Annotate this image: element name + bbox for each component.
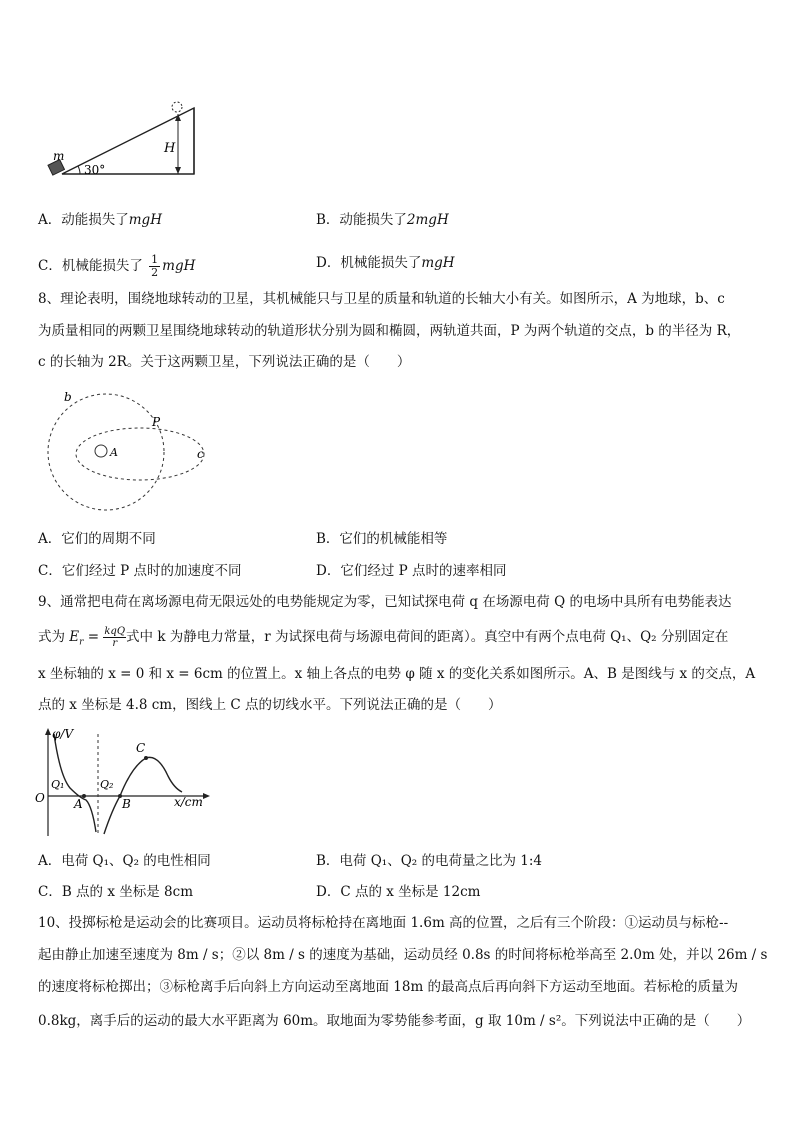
formula-fraction: kqQ r bbox=[104, 626, 126, 649]
q8-option-d[interactable]: D．它们经过 P 点时的速率相同 bbox=[316, 563, 507, 579]
q8-line-3: c 的长轴为 2R。关于这两颗卫星，下列说法正确的是（ ） bbox=[38, 354, 411, 370]
q1-label: Q₁ bbox=[51, 778, 65, 791]
q9-option-a[interactable]: A．电荷 Q₁、Q₂ 的电性相同 bbox=[38, 853, 211, 869]
label-p: P bbox=[152, 415, 161, 429]
x-axis-label: x/cm bbox=[174, 795, 203, 809]
q8-line-2: 为质量相同的两颗卫星围绕地球转动的轨道形状分别为圆和椭圆，两轨道共面，P 为两个轨道的交点，b 的半径为 R， bbox=[38, 323, 741, 339]
q9-option-b[interactable]: B．电荷 Q₁、Q₂ 的电荷量之比为 1:4 bbox=[316, 853, 542, 869]
origin-label: O bbox=[35, 791, 45, 805]
q10-line-3: 的速度将标枪掷出；③标枪离手后向斜上方向运动至离地面 18m 的最高点后再向斜下方运动至地面。若标枪的质量为 bbox=[38, 979, 739, 995]
orbit-c bbox=[76, 428, 204, 480]
incline-figure bbox=[44, 100, 204, 180]
q9-option-d[interactable]: D．C 点的 x 坐标是 12cm bbox=[316, 884, 481, 900]
label-c: c bbox=[197, 447, 204, 461]
label-b: b bbox=[64, 390, 72, 404]
q9-option-c[interactable]: C．B 点的 x 坐标是 8cm bbox=[38, 884, 193, 900]
orbit-figure bbox=[42, 388, 218, 514]
q9-line-1: 9、通常把电荷在离场源电荷无限远处的电势能规定为零，已知试探电荷 q 在场源电荷 Q 的电场中具所有电势能表达 bbox=[38, 594, 732, 610]
q2-label: Q₂ bbox=[100, 778, 114, 791]
mass-label: m bbox=[53, 149, 65, 163]
point-c-label: C bbox=[136, 741, 146, 755]
q8-option-a[interactable]: A．它们的周期不同 bbox=[38, 531, 156, 547]
q7-option-b[interactable]: B．动能损失了2mgH bbox=[316, 212, 449, 228]
angle-label: 30° bbox=[84, 163, 106, 177]
q9-line-3: x 坐标轴的 x = 0 和 x = 6cm 的位置上。x 轴上各点的电势 φ 随 x 的变化关系如图所示。A、B 是图线与 x 的交点，A bbox=[38, 666, 756, 682]
fraction: $\frac{1}{2}$ bbox=[151, 253, 159, 279]
q10-line-2: 起由静止加速至速度为 8m / s；②以 8m / s 的速度为基础，运动员经 0.8s 的时间将标枪举高至 2.0m 处，并以 26m / s bbox=[38, 947, 768, 963]
q7-option-d[interactable]: D．机械能损失了mgH bbox=[316, 255, 455, 271]
q8-option-b[interactable]: B．它们的机械能相等 bbox=[316, 531, 448, 547]
q7-option-a[interactable]: A．动能损失了mgH bbox=[38, 212, 162, 228]
point-b-label: B bbox=[122, 797, 131, 811]
q8-line-1: 8、理论表明，围绕地球转动的卫星，其机械能只与卫星的质量和轨道的长轴大小有关。如图所示，A 为地球，b、c bbox=[38, 291, 725, 307]
q10-line-1: 10、投掷标枪是运动会的比赛项目。运动员将标枪持在离地面 1.6m 高的位置，之后有三个阶段：①运动员与标枪-- bbox=[38, 915, 729, 931]
height-label: H bbox=[164, 141, 176, 156]
q8-option-c[interactable]: C．它们经过 P 点时的加速度不同 bbox=[38, 563, 242, 579]
y-axis-label: φ/V bbox=[52, 727, 74, 741]
earth bbox=[95, 445, 107, 457]
q7-option-c[interactable]: C．机械能损失了 $\frac{1}{2}$ mgH bbox=[38, 253, 196, 279]
potential-figure bbox=[34, 726, 214, 838]
q9-line-2: 式为 $E_r$ = kqQ r 式中 k 为静电力常量，r 为试探电荷与场源电荷间的距离）。真空中有两个点电荷 Q₁、Q₂ 分别固定在 bbox=[38, 626, 729, 649]
q10-line-4: 0.8kg，离手后的运动的最大水平距离为 60m。取地面为零势能参考面，g 取 10m / s²。下列说法中正确的是（ ） bbox=[38, 1013, 751, 1029]
orbit-b bbox=[48, 394, 164, 510]
top-dot bbox=[172, 102, 182, 112]
q9-line-4: 点的 x 坐标是 4.8 cm，图线上 C 点的切线水平。下列说法正确的是（ ） bbox=[38, 697, 502, 713]
label-a: A bbox=[110, 446, 118, 459]
point-a-label: A bbox=[74, 797, 83, 811]
